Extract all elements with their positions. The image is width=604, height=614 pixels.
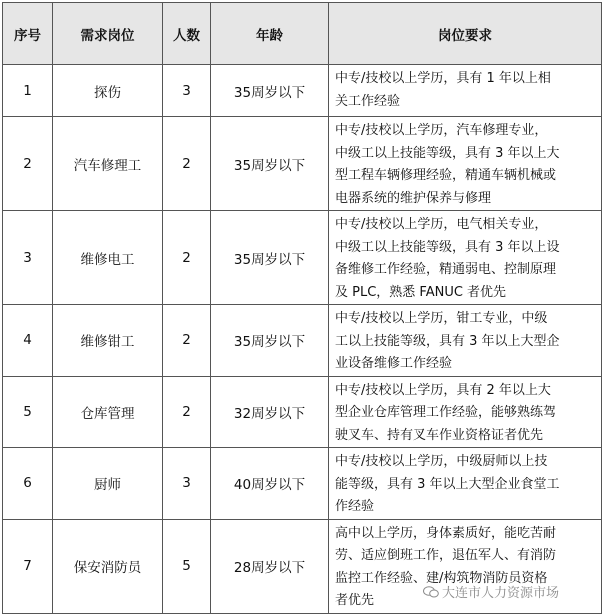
table-row (3, 305, 602, 377)
cell-count: 2 (163, 117, 211, 211)
cell-age: 32周岁以下 (211, 376, 329, 448)
cell-seq: 1 (3, 65, 53, 117)
header-count: 人数 (163, 3, 211, 65)
header-row (3, 3, 602, 65)
table-row (3, 448, 602, 520)
cell-count: 3 (163, 65, 211, 117)
requirement-line: 备维修工作经验，精通弱电、控制原理 (335, 262, 557, 277)
wechat-icon (423, 586, 439, 598)
requirement-line: 监控工作经验、建/构筑物消防员资格 (335, 570, 548, 586)
requirement-line: 中专/技校以上学历，中级厨师以上技 (335, 454, 548, 469)
recruitment-table (2, 2, 602, 614)
watermark-text: 大连市人力资源市场 (442, 586, 560, 601)
cell-requirements (329, 211, 602, 305)
requirement-line: 型企业仓库管理工作经验，能够熟练驾 (335, 405, 557, 420)
header-requirements: 岗位要求 (329, 3, 602, 65)
header-position: 需求岗位 (53, 3, 163, 65)
requirement-line: 业设备维修工作经验 (335, 356, 453, 371)
cell-position: 维修钳工 (53, 305, 163, 377)
requirement-line: 能等级，具有 3 年以上大型企业食堂工 (335, 476, 560, 492)
requirement-line: 作经验 (335, 499, 375, 514)
cell-age: 35周岁以下 (211, 211, 329, 305)
cell-count: 2 (163, 376, 211, 448)
cell-position: 仓库管理 (53, 376, 163, 448)
cell-seq: 5 (3, 376, 53, 448)
requirement-line: 电器系统的维护保养与修理 (335, 190, 492, 206)
requirement-line: 劳、适应倒班工作，退伍军人、有消防 (335, 548, 557, 563)
cell-seq: 7 (3, 519, 53, 613)
cell-requirements (329, 65, 602, 117)
cell-seq: 3 (3, 211, 53, 305)
cell-position: 汽车修理工 (53, 117, 163, 211)
requirement-line: 中级工以上技能等级，具有 3 年以上大 (335, 145, 560, 161)
cell-position: 维修电工 (53, 211, 163, 305)
requirement-line: 中专/技校以上学历，具有 2 年以上大 (335, 382, 551, 398)
cell-position: 保安消防员 (53, 519, 163, 613)
requirement-line: 中级工以上技能等级，具有 3 年以上设 (335, 239, 560, 255)
requirement-line: 中专/技校以上学历，具有 1 年以上相 (335, 71, 551, 86)
cell-count: 2 (163, 211, 211, 305)
cell-requirements (329, 305, 602, 377)
cell-requirements (329, 448, 602, 520)
cell-count: 3 (163, 448, 211, 520)
cell-count: 5 (163, 519, 211, 613)
cell-age: 35周岁以下 (211, 305, 329, 377)
cell-age: 35周岁以下 (211, 65, 329, 117)
requirement-line: 关工作经验 (335, 93, 401, 109)
cell-seq: 4 (3, 305, 53, 377)
cell-requirements (329, 117, 602, 211)
table-row (3, 117, 602, 211)
requirement-line: 高中以上学历，身体素质好，能吃苦耐 (335, 525, 557, 541)
header-age: 年龄 (211, 3, 329, 65)
watermark (423, 582, 559, 601)
requirement-line: 型工程车辆修理经验，精通车辆机械或 (335, 168, 557, 183)
cell-position: 厨师 (53, 448, 163, 520)
cell-count: 2 (163, 305, 211, 377)
table-row (3, 376, 602, 448)
requirement-line: 工以上技能等级，具有 3 年以上大型企 (335, 333, 560, 349)
cell-seq: 2 (3, 117, 53, 211)
requirement-line: 中专/技校以上学历，汽车修理专业， (335, 123, 548, 138)
cell-requirements (329, 376, 602, 448)
cell-age: 35周岁以下 (211, 117, 329, 211)
requirement-line: 者优先 (335, 593, 375, 608)
requirement-line: 中专/技校以上学历，钳工专业，中级 (335, 311, 548, 326)
table-row (3, 211, 602, 305)
cell-position: 探伤 (53, 65, 163, 117)
cell-age: 28周岁以下 (211, 519, 329, 613)
requirement-line: 及 PLC，熟悉 FANUC 者优先 (335, 284, 507, 300)
cell-seq: 6 (3, 448, 53, 520)
requirement-line: 中专/技校以上学历，电气相关专业， (335, 217, 548, 232)
cell-age: 40周岁以下 (211, 448, 329, 520)
header-seq: 序号 (3, 3, 53, 65)
table-row (3, 65, 602, 117)
requirement-line: 驶叉车、持有叉车作业资格证者优先 (335, 427, 544, 443)
